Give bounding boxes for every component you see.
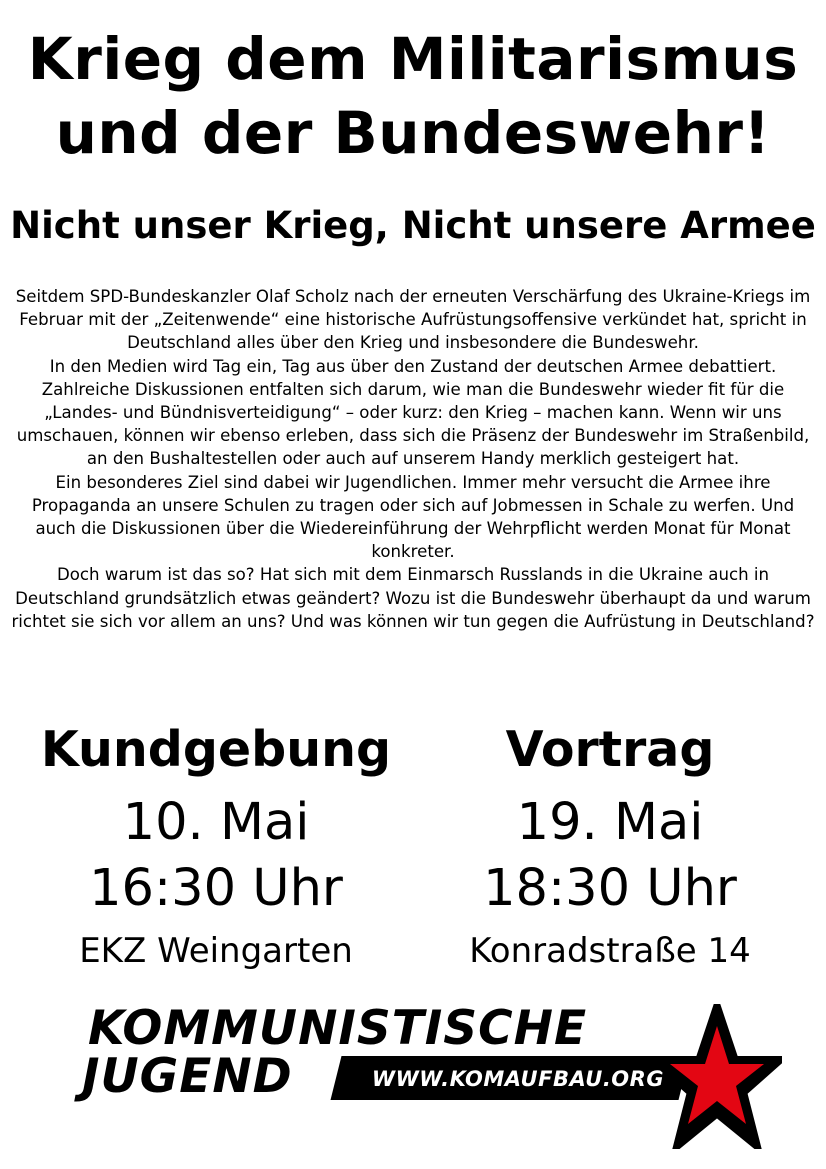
paragraph-2: In den Medien wird Tag ein, Tag aus über den Zustand der deutschen Armee debattiert. Zahlreiche Diskussionen entfalten sich darum, wie man die Bundeswehr wieder fit für die „Landes- und Bündnisverteidigung“ – oder kurz: den Krieg – machen kann. Wenn wir uns umschauen, können wir ebenso erleben, dass sich die Präsenz der Bundeswehr im Straßenbild, an den Bushaltestellen oder auch auf unserem Handy merklich gesteigert hat. — [16, 356, 810, 469]
red-star-icon — [652, 1004, 782, 1149]
event-time: 16:30 Uhr — [89, 859, 343, 918]
event-type: Vortrag — [505, 721, 715, 778]
paragraph-1: Seitdem SPD-Bundeskanzler Olaf Scholz nach der erneuten Verschärfung des Ukraine-Kriegs im Februar mit der „Zeitenwende“ eine historische Aufrüstungsoffensive verkündet hat, spricht in Deutschland alles über den Krieg und insbesondere die Bundeswehr. — [15, 287, 811, 353]
event-date: 10. Mai — [122, 793, 310, 852]
event-date: 19. Mai — [516, 793, 704, 852]
event-vortrag — [410, 710, 810, 980]
subtitle: Nicht unser Krieg, Nicht unsere Armee — [10, 204, 816, 247]
organization-logo — [82, 1001, 772, 1149]
event-place: EKZ Weingarten — [79, 931, 353, 971]
headline — [0, 22, 826, 170]
event-place: Konradstraße 14 — [469, 931, 751, 971]
event-type: Kundgebung — [40, 721, 392, 778]
event-time: 18:30 Uhr — [483, 859, 737, 918]
logo-url: WWW.KOMAUFBAU.ORG — [371, 1067, 665, 1091]
headline-line-2: und der Bundeswehr! — [55, 99, 771, 167]
body-text — [10, 285, 816, 633]
paragraph-4: Doch warum ist das so? Hat sich mit dem Einmarsch Russlands in die Ukraine auch in Deutschland grundsätzlich etwas geändert? Wozu ist die Bundeswehr überhaupt da und warum richtet sie sich vor allem an uns? Und was können wir tun gegen die Aufrüstung in Deutschland? — [11, 565, 815, 631]
event-kundgebung — [16, 710, 416, 980]
headline-line-1: Krieg dem Militarismus — [27, 25, 799, 93]
logo-line-1: KOMMUNISTISCHE — [88, 1001, 588, 1056]
paragraph-3: Ein besonderes Ziel sind dabei wir Jugendlichen. Immer mehr versucht die Armee ihre Propaganda an unsere Schulen zu tragen oder sich auf Jobmessen in Schale zu werfen. Und auch die Diskussionen über die Wiedereinführung der Wehrpflicht werden Monat für Monat konkreter. — [31, 472, 795, 562]
logo-line-2: JUGEND — [82, 1049, 293, 1104]
